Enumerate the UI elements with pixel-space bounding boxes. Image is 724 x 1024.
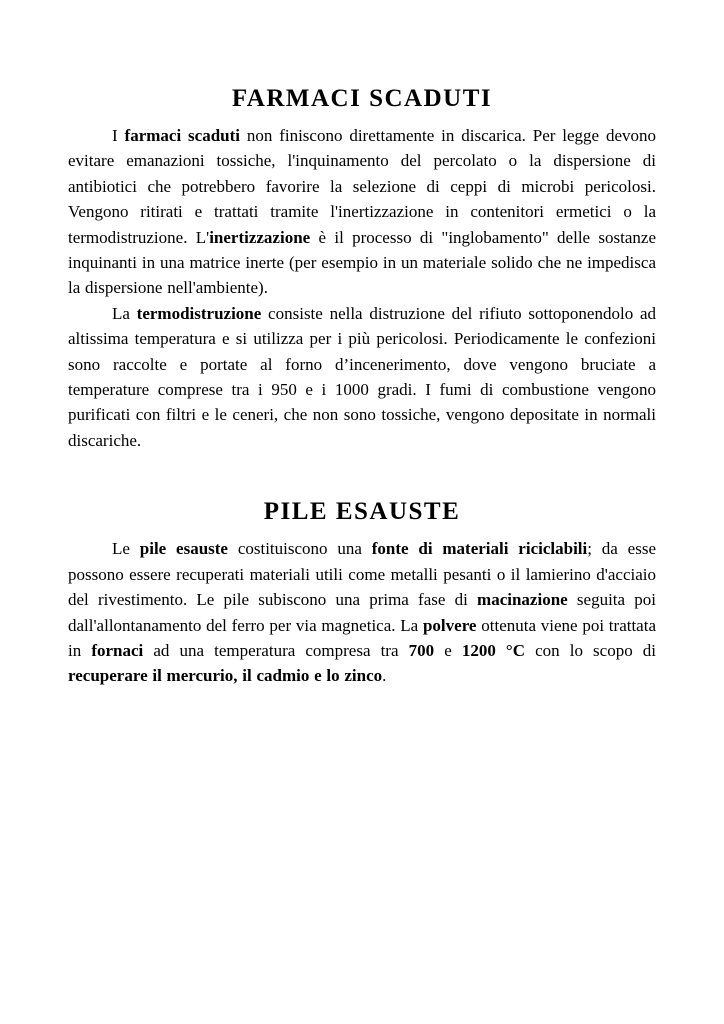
- bold-text-run: fornaci: [91, 640, 144, 660]
- section-title-farmaci-scaduti: FARMACI SCADUTI: [231, 85, 493, 112]
- bold-text-run: 1200 °C: [461, 640, 525, 660]
- section-body-pile-esauste: [68, 536, 656, 688]
- text-run: e: [434, 640, 462, 660]
- paragraph: [68, 536, 656, 688]
- text-run: ottenuta viene poi trattata in: [68, 615, 657, 660]
- text-run: consiste nella distruzione del rifiuto sottoponendolo ad altissima temperatura e si utilizza per i più pericolosi. Periodicamente le confezioni sono raccolte e portate al forno d’incenerimento, dove vengono bruciate a temperature comprese tra i 950 e i 1000 gradi. I fumi di combustione vengono purificati con filtri e le ceneri, che non sono tossiche, vengono depositate in normali discariche.: [68, 303, 656, 450]
- text-run: costituiscono una: [227, 539, 372, 559]
- text-run: non finiscono direttamente in discarica. Per legge devono evitare emanazioni tossiche, l'inquinamento del percolato o la dispersione di antibiotici che potrebbero favorire la selezione di ceppi di microbi pericolosi. Vengono ritirati e trattati tramite l'inertizzazione in contenitori ermetici o la termodistruzione. L': [68, 126, 656, 247]
- text-run: è il processo di "inglobamento" delle sostanze inquinanti in una matrice inerte (per esempio in un materiale solido che ne impedisca la dispersione nell'ambiente).: [68, 227, 656, 298]
- text-run: ad una temperatura compresa tra: [143, 640, 409, 660]
- text-run: seguita poi dall'allontanamento del ferro per via magnetica. La: [68, 590, 656, 635]
- bold-text-run: recuperare il mercurio, il cadmio e lo zinco: [68, 666, 383, 686]
- text-run: ; da esse possono essere recuperati materiali utili come metalli pesanti o il lamierino d'acciaio del rivestimento. Le pile subiscono una prima fase di: [68, 539, 657, 610]
- bold-text-run: polvere: [422, 615, 477, 635]
- text-run: con lo scopo di: [525, 640, 656, 660]
- bold-text-run: 700: [408, 640, 435, 660]
- paragraph: [68, 301, 656, 453]
- bold-text-run: inertizzazione: [209, 227, 311, 247]
- text-run: I: [112, 126, 125, 145]
- paragraph: [68, 123, 656, 301]
- text-run: La: [112, 303, 137, 323]
- bold-text-run: farmaci scaduti: [124, 126, 240, 145]
- text-run: .: [382, 666, 387, 686]
- section-title-pile-esauste: PILE ESAUSTE: [263, 498, 461, 526]
- bold-text-run: macinazione: [477, 590, 568, 610]
- section-body-farmaci-scaduti: [68, 123, 656, 453]
- bold-text-run: termodistruzione: [136, 303, 262, 323]
- bold-text-run: fonte di materiali riciclabili: [371, 539, 588, 559]
- text-run: Le: [112, 539, 140, 559]
- bold-text-run: pile esauste: [139, 539, 228, 559]
